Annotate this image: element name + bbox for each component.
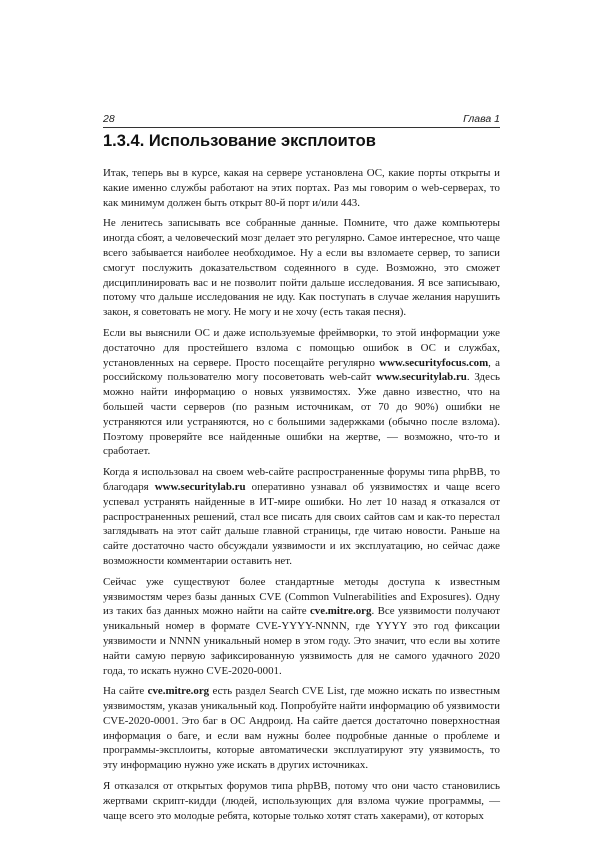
paragraph-3 bbox=[103, 326, 500, 459]
chapter-label: Глава 1 bbox=[463, 113, 500, 125]
text-run: . Все уязвимости получают уникальный номер в формате CVE-YYYY-NNNN, где YYYY это год фиксации уязвимости и NNNN уникальный номер в этом году. Это значит, что если вы хотите найти самую первую зафиксированную уязвимость для не самого удачного 2020 года, то искать нужно CVE-2020-0001. bbox=[103, 605, 500, 677]
text-run: , а российскому пользователю могу посоветовать web-сайт bbox=[103, 356, 501, 384]
paragraph-2: Не ленитесь записывать все собранные данные. Помните, что даже компьютеры иногда сбоят, а человеческий мозг делает это регулярно. Самое интересное, что чаще всего забывается наиболее необходимое. Ну а если вы взломаете сервер, то записи смогут послужить доказательством содеянного в суде. Возможно, это сможет дисциплинировать вас и не позволит пойти дальше исследования. Я все записываю, потому что дальше исследования не иду. Как поступать в случае желания нарушить закон, я советовать не могу. Не могу и не хочу (есть такая песня). bbox=[103, 217, 500, 319]
paragraph-5 bbox=[103, 575, 500, 679]
link-cve-mitre: cve.mitre.org bbox=[309, 605, 372, 618]
text-run: оперативно узнавал об уязвимостях и чаще всего успевал устранять найденные в ИТ-мире ошибки. Но лет 10 назад я отказался от распространенных решений, стал все писать для своих сайтов сам и как-то перестал заглядывать на этот сайт дальше главной страницы, где читаю новости. Раньше на сайте достаточно часто обсуждали уязвимости и их эксплуатацию, но сейчас даже возможности комментарии оставить нет. bbox=[103, 480, 500, 567]
text-run: есть раздел Search CVE List, где можно искать по известным уязвимостям, указав уникальный код. Попробуйте найти информацию об уязвимости CVE-2020-0001. Это баг в ОС Андроид. На сайте дается достаточно поверхностная информация о баге, и если вам нужны более подробные данные о проблеме и программы-эксплоиты, которые автоматически эксплуатируют эту уязвимость, то эту информацию нужно уже искать в других источниках. bbox=[103, 685, 500, 772]
paragraph-7: Я отказался от открытых форумов типа phpBB, потому что они часто становились жертвами скрипт-кидди (людей, использующих для взлома чужие программы, — чаще всего это молодые ребята, которые только хотят стать хакерами), от которых bbox=[103, 780, 500, 822]
link-securitylab: www.securitylab.ru bbox=[376, 371, 467, 384]
paragraph-6 bbox=[103, 684, 500, 773]
body-text bbox=[103, 166, 500, 829]
text-run: Сейчас уже существуют более стандартные методы доступа к известным уязвимостям через базы данных CVE (Common Vulnerabilities and Exposures). Одну из таких баз данных можно найти на сайте bbox=[103, 575, 500, 618]
text-run: . Здесь можно найти информацию о новых уязвимостях. Уже давно известно, что на большей части серверов (по разным источникам, от 70 до 90%) ошибки не устраняются или устраняются, но с большими задержками (обычно после взлома). Поэтому проверяйте все найденные ошибки на жертве, — возможно, что-то и сработает. bbox=[103, 371, 501, 458]
link-securityfocus: www.securityfocus.com bbox=[379, 356, 489, 369]
text-run: Когда я использовал на своем web-сайте распространенные форумы типа phpBB, то благодаря bbox=[103, 466, 500, 493]
paragraph-4 bbox=[103, 465, 500, 569]
text-run: Если вы выяснили ОС и даже используемые фреймворки, то этой информации уже достаточно для простейшего взлома с помощью ошибок в ОС и службах, установленных на сервере. Просто посещайте регулярно bbox=[103, 326, 500, 369]
running-header bbox=[103, 113, 500, 128]
section-title: 1.3.4. Использование эксплоитов bbox=[103, 132, 376, 150]
link-securitylab: www.securitylab.ru bbox=[154, 480, 246, 493]
link-cve-mitre: cve.mitre.org bbox=[147, 685, 210, 698]
text-run: На сайте bbox=[103, 685, 148, 698]
paragraph-1: Итак, теперь вы в курсе, какая на сервере установлена ОС, какие порты открыты и какие именно службы работают на этих портах. Раз мы говорим о web-серверах, то как минимум должен быть открыт 80-й порт и/или 443. bbox=[103, 167, 500, 209]
page-number: 28 bbox=[103, 113, 115, 125]
